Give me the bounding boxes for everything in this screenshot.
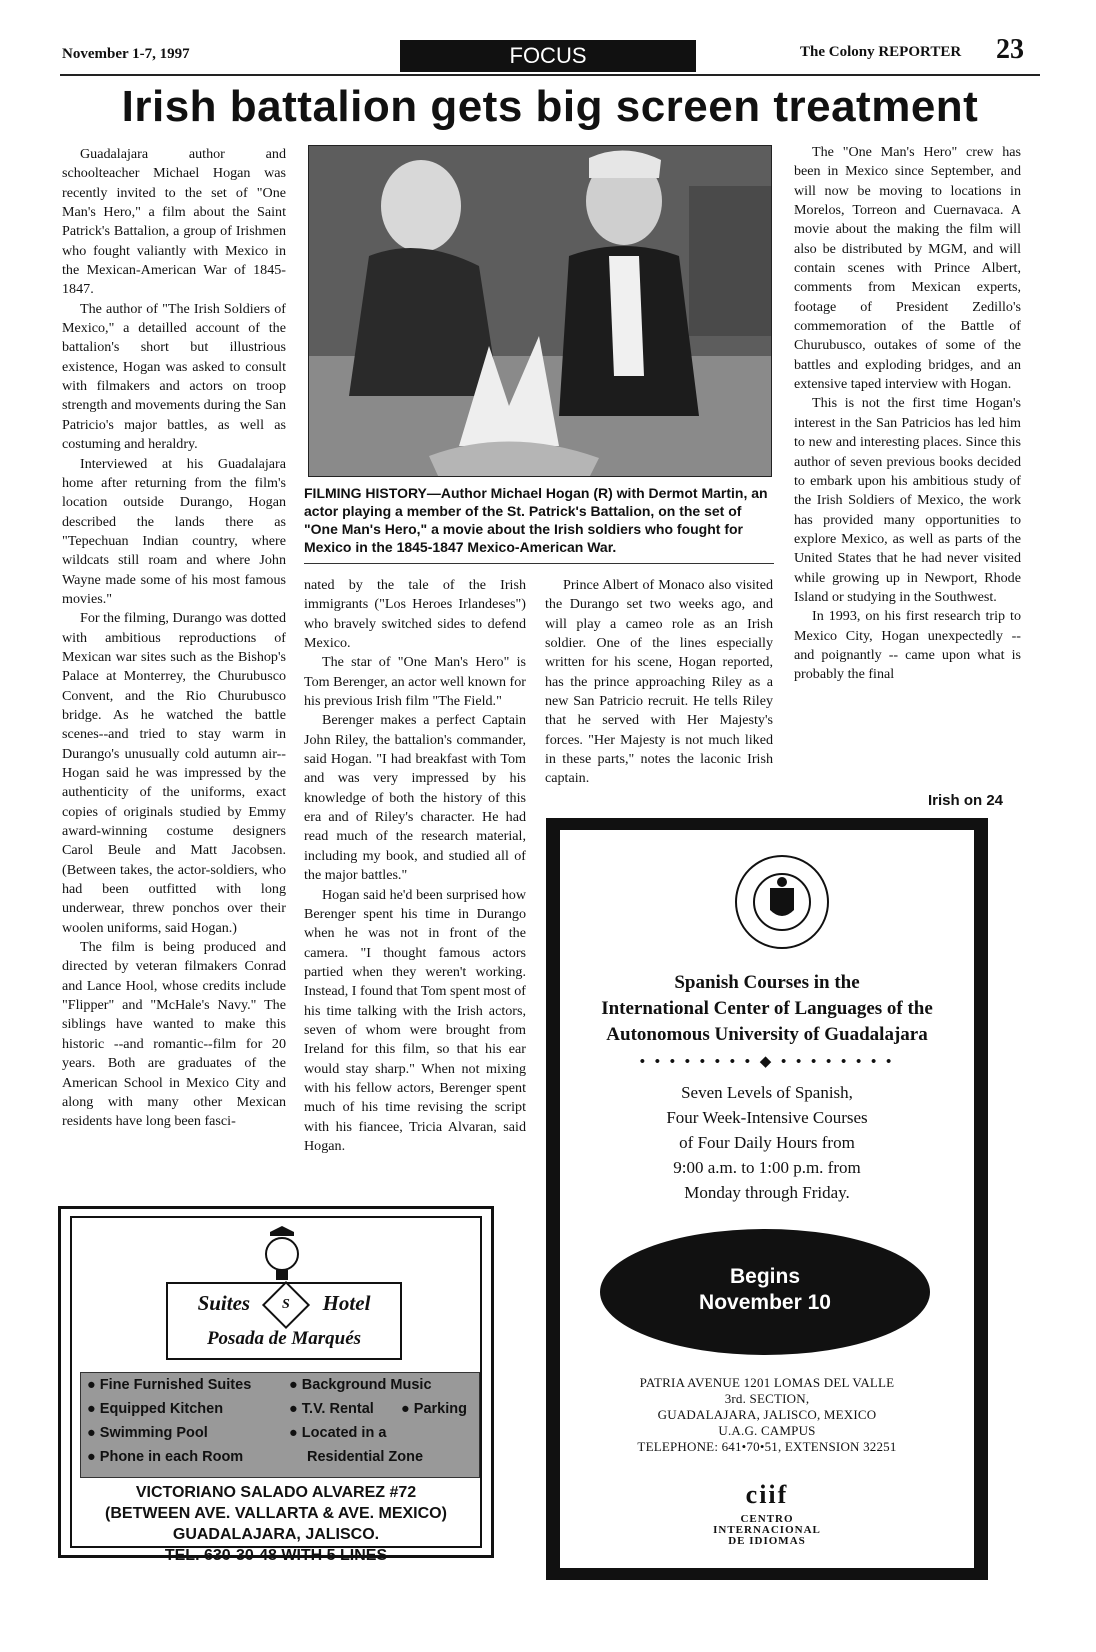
paragraph: The author of "The Irish Soldiers of Mexico," a detailled account of the battalion's short but illustrious existence, Hogan was asked to consult with filmakers and actors on troop strength and movements during the San Patricio's major battles, as well as costuming and heraldry.	[62, 300, 286, 453]
photo-caption: FILMING HISTORY—Author Michael Hogan (R) with Dermot Martin, an actor playing a member of the St. Patrick's Battalion, on the set of "One Man's Hero," a movie about the Irish soldiers who fought for Mexico in the 1845-1847 Mexico-American War.	[304, 485, 768, 555]
paragraph: Berenger makes a perfect Captain John Riley, the battalion's commander, said Hogan. "I had breakfast with Tom and was very impressed by his knowledge of both the history of this era and of Riley's character. He had read much of the research material, including my book, and studied all of the major battles."	[304, 712, 526, 884]
paragraph: nated by the tale of the Irish immigrants ("Los Heroes Irlandeses") who bravely switched sides to defend Mexico.	[304, 577, 526, 652]
paragraph: For the filming, Durango was dotted with ambitious reproductions of Mexican war sites such as the Bishop's Palace at Monterrey, the Churubusco Convent, and the Rio Churubusco bridge. As he watched the battle scenes--and tried to stay warm in Durango's unusually cold autumn air--Hogan said he was impressed by the authenticity of the uniforms, exact copies of originals studied by Emmy award-winning costume designers Carol Beule and Matt Jacobsen. (Between takes, the actor-soldiers, who had been outfitted with long underwear, threw ponchos over their woolen uniforms, said Hogan.)	[62, 610, 286, 936]
hotel-address-line: VICTORIANO SALADO ALVAREZ #72	[135, 1484, 417, 1501]
feature-item: ● Background Music	[289, 1377, 432, 1393]
paragraph: Prince Albert of Monaco also visited the Durango set two weeks ago, and will play a cameo role as an Irish soldier. One of the lines especially written for his scene, Hogan reported, has the prince approaching Riley as a new San Patricio recruit. He tells Riley that he served with Her Majesty's forces. "Her Majesty is not much liked in these parts," notes the laconic Irish captain.	[545, 577, 773, 787]
feature-item: ● Swimming Pool	[87, 1425, 208, 1441]
school-ad-title-line: International Center of Languages of the	[601, 998, 933, 1019]
feature-item: ● Phone in each Room	[87, 1449, 244, 1465]
school-ad-divider: • • • • • • • • ◆ • • • • • • • •	[639, 1054, 895, 1070]
center-name-line: INTERNACIONAL	[713, 1524, 821, 1536]
hotel-name	[166, 1288, 402, 1322]
paragraph: Guadalajara author and schoolteacher Michael Hogan was recently invited to the set of "One Man's Hero," a film about the Saint Patrick's Battalion, a group of Irishmen who fought valiantly with Mexico in the Mexican-American War of 1845-1847.	[62, 146, 286, 298]
article-column-2	[304, 576, 526, 1156]
hotel-address-line: (BETWEEN AVE. VALLARTA & AVE. MEXICO)	[105, 1505, 447, 1522]
article-photo	[308, 145, 772, 477]
course-detail-line: Monday through Friday.	[684, 1183, 850, 1202]
continued-jump-line: Irish on 24	[928, 792, 1004, 809]
begins-oval	[600, 1229, 930, 1355]
monogram-letter: S	[282, 1296, 291, 1312]
school-ad-title	[560, 970, 974, 1048]
feature-item: ● T.V. Rental	[289, 1401, 374, 1417]
feature-item: ● Equipped Kitchen	[87, 1401, 224, 1417]
article-column-4	[794, 143, 1021, 685]
address-line: PATRIA AVENUE 1201 LOMAS DEL VALLE	[639, 1375, 895, 1390]
headline: Irish battalion gets big screen treatment	[121, 82, 979, 131]
address-line: TELEPHONE: 641•70•51, EXTENSION 32251	[637, 1439, 897, 1454]
hotel-address-line: GUADALAJARA, JALISCO.	[172, 1526, 380, 1543]
section-label: FOCUS	[400, 40, 696, 72]
course-detail-line: Four Week-Intensive Courses	[666, 1108, 868, 1127]
course-detail-line: of Four Daily Hours from	[679, 1133, 855, 1152]
address-line: U.A.G. CAMPUS	[718, 1423, 816, 1438]
hotel-subtitle: Posada de Marqués	[206, 1328, 362, 1349]
school-ad-title-line: Autonomous University of Guadalajara	[606, 1024, 928, 1045]
paragraph: The "One Man's Hero" crew has been in Mexico since September, and will now be moving to locations in Morelos, Torreon and Cuernavaca. A movie about the making the film will also be distributed by MGM, and will contain scenes with Prince Albert, comments from Mexican experts, footage of President Zedillo's commemoration of the Battle of Churubusco, outakes of some of the battles and exploding bridges, and an extensive taped interview with Hogan.	[794, 144, 1021, 393]
hotel-address	[70, 1482, 482, 1566]
hotel-name-left: Suites	[197, 1290, 251, 1315]
begins-date: November 10	[699, 1291, 831, 1314]
hotel-name-right: Hotel	[322, 1290, 371, 1315]
paragraph: This is not the first time Hogan's interest in the San Patricios has led him to new and interesting places. Since this author of seven previous books decided to embark upon his ambitious study of the Irish Soldiers of Mexico, the work has provided many opportunities to explore Mexico, as well as parts of the United States that he had never visited while growing up in Newport, Rhode Island or studying in the Southwest.	[794, 395, 1021, 605]
header-rule	[60, 74, 1040, 76]
paragraph: Interviewed at his Guadalajara home after returning from the film's location outside Durango, Hogan described the lands there as "Tepechuan Indian country, where wildcats still roam and where John Wayne made some of his most famous movies."	[62, 455, 286, 607]
center-name-line: DE IDIOMAS	[728, 1535, 806, 1547]
school-ad-title-line: Spanish Courses in the	[674, 972, 860, 993]
address-line: 3rd. SECTION,	[724, 1391, 810, 1406]
hotel-crest-icon	[262, 1226, 302, 1282]
address-line: GUADALAJARA, JALISCO, MEXICO	[657, 1407, 877, 1422]
issue-date: November 1-7, 1997	[62, 46, 190, 62]
center-name-line: CENTRO	[740, 1513, 794, 1525]
paragraph: Hogan said he'd been surprised how Berenger spent his time in Durango when he was not in front of the camera. "I thought famous actors partied when they weren't working. Instead, I found that Tom spent most of his time talking with the Irish actors, seven of whom were brought from Ireland for this film, so that his ear would stay sharp." When not mixing with his fellow actors, Berenger spent much of his time revising the script with his fiancee, Tricia Alvaran, said Hogan.	[304, 886, 526, 1154]
feature-item: ● Located in a	[289, 1425, 387, 1441]
newspaper-name: The Colony REPORTER	[800, 44, 962, 60]
feature-item: Residential Zone	[307, 1449, 424, 1465]
course-details	[560, 1080, 974, 1205]
hotel-features	[80, 1372, 480, 1478]
school-address	[560, 1375, 974, 1455]
language-center-name	[560, 1514, 974, 1547]
feature-item: ● Fine Furnished Suites	[87, 1377, 252, 1393]
language-center-logo: ciif	[745, 1480, 789, 1509]
article-column-3	[545, 576, 773, 789]
caption-rule	[304, 563, 774, 564]
paragraph: The star of "One Man's Hero" is Tom Berenger, an actor well known for his previous Irish film "The Field."	[304, 654, 526, 710]
hotel-address-line: TEL. 630-30-48 WITH 5 LINES	[164, 1547, 388, 1564]
course-detail-line: Seven Levels of Spanish,	[681, 1083, 853, 1102]
course-detail-line: 9:00 a.m. to 1:00 p.m. from	[673, 1158, 861, 1177]
page-number: 23	[996, 34, 1024, 65]
feature-item: ● Parking	[401, 1401, 467, 1417]
hotel-monogram	[262, 1281, 310, 1329]
photo-illustration	[309, 146, 772, 477]
begins-label: Begins	[729, 1265, 800, 1288]
article-column-1	[62, 145, 286, 1132]
paragraph: The film is being produced and directed by veteran filmakers Conrad and Lance Hool, whose credits include "Flipper" and "McHale's Navy." The siblings have wanted to make this historic --and romantic--film for 20 years. Both are graduates of the American School in Mexico City and along with many other Mexican residents have long been fasci-	[62, 939, 286, 1130]
university-seal-icon	[732, 852, 832, 952]
paragraph: In 1993, on his first research trip to Mexico City, Hogan unexpectedly -- and poignantly -- came upon what is probably the final	[794, 608, 1021, 683]
